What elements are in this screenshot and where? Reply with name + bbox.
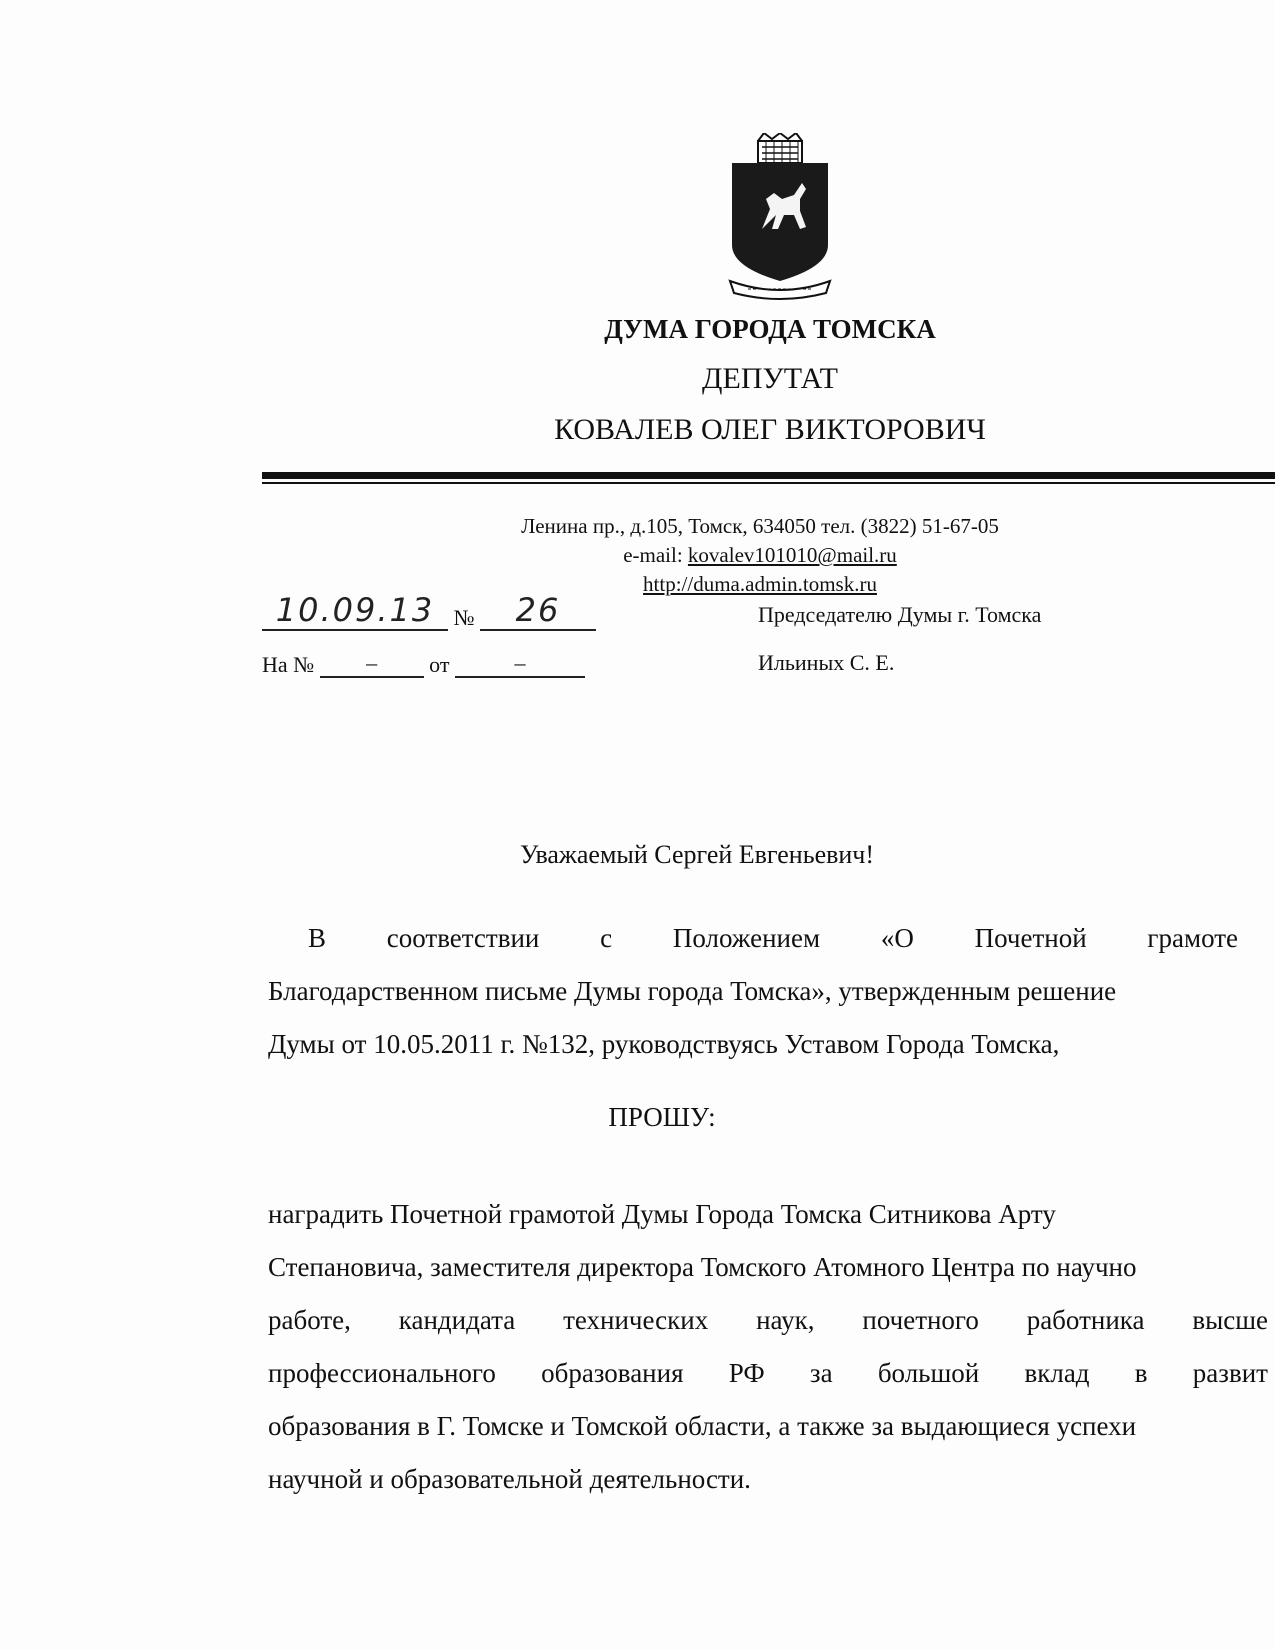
- ref-from-label: от: [429, 652, 450, 677]
- tomsk-coat-of-arms-icon: [728, 133, 832, 303]
- ref-number: –: [320, 650, 424, 678]
- word: высше: [1192, 1305, 1268, 1335]
- word: Почетной: [974, 923, 1087, 953]
- paragraph-basis: [268, 912, 1275, 1071]
- word: кандидата: [398, 1305, 516, 1335]
- outgoing-registration: [262, 591, 596, 631]
- word: соответствии: [386, 923, 540, 953]
- letterhead-divider-thin: [262, 482, 1275, 484]
- number-label: №: [453, 605, 475, 630]
- website-link[interactable]: http://duma.admin.tomsk.ru: [643, 572, 877, 596]
- paragraph-line: Степановича, заместителя директора Томского Атомного Центра по научно: [268, 1252, 1137, 1282]
- paragraph-line: Благодарственном письме Думы города Томска», утвержденным решение: [268, 976, 1117, 1006]
- word: профессионального: [268, 1358, 496, 1388]
- ref-date: –: [455, 650, 585, 678]
- word: В: [308, 923, 327, 953]
- paragraph-line: [268, 912, 1238, 965]
- ref-number-label: На №: [262, 652, 315, 677]
- word: развит: [1192, 1358, 1268, 1388]
- word: грамоте: [1147, 923, 1238, 953]
- request-heading: ПРОШУ:: [608, 1102, 716, 1132]
- word: большой: [877, 1358, 980, 1388]
- organization-name: ДУМА ГОРОДА ТОМСКА: [604, 314, 936, 344]
- word: почетного: [862, 1305, 979, 1335]
- incoming-reference: [262, 650, 585, 678]
- contact-block: [420, 512, 1100, 599]
- word: работника: [1026, 1305, 1145, 1335]
- email-line: [420, 541, 1100, 570]
- word: с: [600, 923, 613, 953]
- paragraph-line: образования в Г. Томске и Томской области, а также за выдающиеся успехи: [268, 1411, 1137, 1441]
- addressee-position: Председателю Думы г. Томска: [758, 602, 1042, 627]
- word: образования: [541, 1358, 684, 1388]
- outgoing-date: 10.09.13: [262, 591, 448, 631]
- paragraph-line: Думы от 10.05.2011 г. №132, руководствуясь Уставом Города Томска,: [268, 1029, 1060, 1059]
- paragraph-line: научной и образовательной деятельности.: [268, 1464, 751, 1494]
- deputy-full-name: КОВАЛЕВ ОЛЕГ ВИКТОРОВИЧ: [554, 413, 986, 446]
- paragraph-line: [268, 1347, 1268, 1400]
- addressee-name: Ильиных С. Е.: [758, 650, 895, 675]
- word: за: [809, 1358, 833, 1388]
- letterhead-divider-thick: [262, 472, 1275, 479]
- word: технических: [563, 1305, 709, 1335]
- word: РФ: [728, 1358, 765, 1388]
- paragraph-award: [268, 1188, 1275, 1506]
- salutation: Уважаемый Сергей Евгеньевич!: [519, 840, 875, 869]
- word: вклад: [1024, 1358, 1090, 1388]
- paragraph-line: [268, 1294, 1268, 1347]
- word: работе,: [268, 1305, 351, 1335]
- word: в: [1134, 1358, 1148, 1388]
- email-label: e-mail:: [623, 543, 683, 567]
- email-link[interactable]: kovalev101010@mail.ru: [687, 543, 897, 567]
- postal-address: Ленина пр., д.105, Томск, 634050 тел. (3822) 51-67-05: [521, 514, 999, 538]
- paragraph-line: наградить Почетной грамотой Думы Города Томска Ситникова Арту: [268, 1199, 1056, 1229]
- word: наук,: [756, 1305, 815, 1335]
- outgoing-number: 26: [480, 591, 596, 631]
- deputy-title: ДЕПУТАТ: [702, 362, 838, 395]
- word: Положением: [672, 923, 821, 953]
- word: «О: [880, 923, 914, 953]
